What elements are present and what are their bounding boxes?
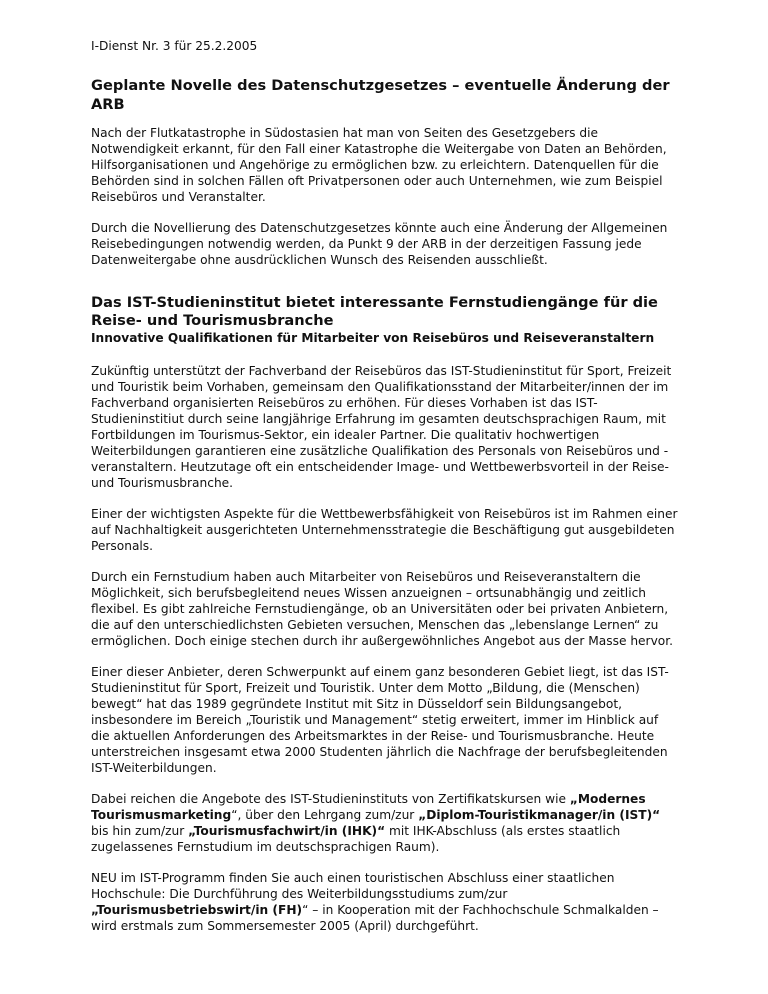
article-2-subtitle: Innovative Qualifikationen für Mitarbeiter von Reisebüros und Reiseveranstaltern <box>91 331 655 345</box>
course-name-bold: „Tourismusbetriebswirt/in (FH) <box>91 903 303 917</box>
article-1-title: Geplante Novelle des Datenschutzgesetzes – eventuelle Änderung der ARB <box>91 77 670 113</box>
article-1-paragraph-2: Durch die Novellierung des Datenschutzgesetzes könnte auch eine Änderung der Allgemeinen Reisebedingungen notwendig werden, da Punkt 9 der ARB in der derzeitigen Fassung jede Datenweitergabe ohne ausdrücklichen Wunsch des Reisenden ausschließt. <box>91 221 668 267</box>
article-2-paragraph-2: Einer der wichtigsten Aspekte für die Wettbewerbsfähigkeit von Reisebüros ist im Rahmen einer auf Nachhaltigkeit ausgerichteten Unternehmensstrategie die Beschäftigung gut ausgebildeten Personals. <box>91 507 678 553</box>
article-2-paragraph-5 <box>91 791 679 855</box>
course-name-bold: „Modernes Tourismusmarketing <box>91 792 646 822</box>
article-2-paragraph-4: Einer dieser Anbieter, deren Schwerpunkt auf einem ganz besonderen Gebiet liegt, ist das IST-Studieninstitut für Sport, Freizeit und Touristik. Unter dem Motto „Bildung, die (Menschen) bewegt“ hat das 1989 gegründete Institut mit Sitz in Düsseldorf sein Bildungsangebot, insbesondere im Bereich „Touristik und Management“ stetig erweitert, immer im Hinblick auf die aktuellen Anforderungen des Arbeitsmarktes in der Reise- und Tourismusbranche. Heute unterstreichen insgesamt etwa 2000 Studenten jährlich die Nachfrage der berufsbegleitenden IST-Weiterbildungen. <box>91 665 669 775</box>
issue-header: I-Dienst Nr. 3 für 25.2.2005 <box>91 39 258 53</box>
paragraph-text: NEU im IST-Programm finden Sie auch einen touristischen Abschluss einer staatlichen Hochschule: Die Durchführung des Weiterbildungsstudiums zum/zur <box>91 871 615 901</box>
course-name-bold: „Diplom-Touristikmanager/in (IST)“ <box>418 808 661 822</box>
paragraph-text: bis hin zum/zur <box>91 824 189 838</box>
paragraph-text: “ – in Kooperation mit der Fachhochschule Schmalkalden – wird erstmals zum Sommersemester 2005 (April) durchgeführt. <box>91 903 659 933</box>
course-name-bold: „Tourismusfachwirt/in (IHK)“ <box>188 824 386 838</box>
article-2-paragraph-3: Durch ein Fernstudium haben auch Mitarbeiter von Reisebüros und Reiseveranstaltern die Möglichkeit, sich berufsbegleitend neues Wissen anzueignen – ortsunabhängig und zeitlich flexibel. Es gibt zahlreiche Fernstudiengänge, ob an Universitäten oder bei privaten Anbietern, die auf den unterschiedlichsten Gebieten versuchen, Menschen das „lebenslange Lernen“ zu ermöglichen. Doch einige stechen durch ihr außergewöhnliches Angebot aus der Masse hervor. <box>91 570 674 648</box>
paragraph-text: “, über den Lehrgang zum/zur <box>231 808 419 822</box>
article-2-paragraph-6 <box>91 870 679 934</box>
paragraph-text: Dabei reichen die Angebote des IST-Studieninstituts von Zertifikatskursen wie <box>91 792 570 806</box>
document-page <box>91 38 679 949</box>
paragraph-text: mit IHK-Abschluss (als erstes staatlich zugelassenes Fernstudium im deutschsprachigen Raum). <box>91 824 621 854</box>
article-1-paragraph-1: Nach der Flutkatastrophe in Südostasien hat man von Seiten des Gesetzgebers die Notwendigkeit erkannt, für den Fall einer Katastrophe die Weitergabe von Daten an Behörden, Hilfsorganisationen und Angehörige zu ermöglichen bzw. zu erleichtern. Datenquellen für die Behörden sind in solchen Fällen oft Privatpersonen oder auch Unternehmen, wie zum Beispiel Reisebüros und Veranstalter. <box>91 126 667 204</box>
article-2-paragraph-1: Zukünftig unterstützt der Fachverband der Reisebüros das IST-Studieninstitut für Sport, Freizeit und Touristik beim Vorhaben, gemeinsam den Qualifikationsstand der Mitarbeiter/innen der im Fachverband organisierten Reisebüros zu erhöhen. Für dieses Vorhaben ist das IST-Studieninstitiut durch seine langjährige Erfahrung im gesamten deutschsprachigen Raum, mit Fortbildungen im Tourismus-Sektor, ein idealer Partner. Die qualitativ hochwertigen Weiterbildungen garantieren eine zusätzliche Qualifikation des Personals von Reisebüros und -veranstaltern. Heutzutage oft ein entscheidender Image- und Wettbewerbsvorteil in der Reise- und Tourismusbranche. <box>91 364 672 490</box>
article-2-title: Das IST-Studieninstitut bietet interessante Fernstudiengänge für die Reise- und Tourismusbranche <box>91 294 658 329</box>
